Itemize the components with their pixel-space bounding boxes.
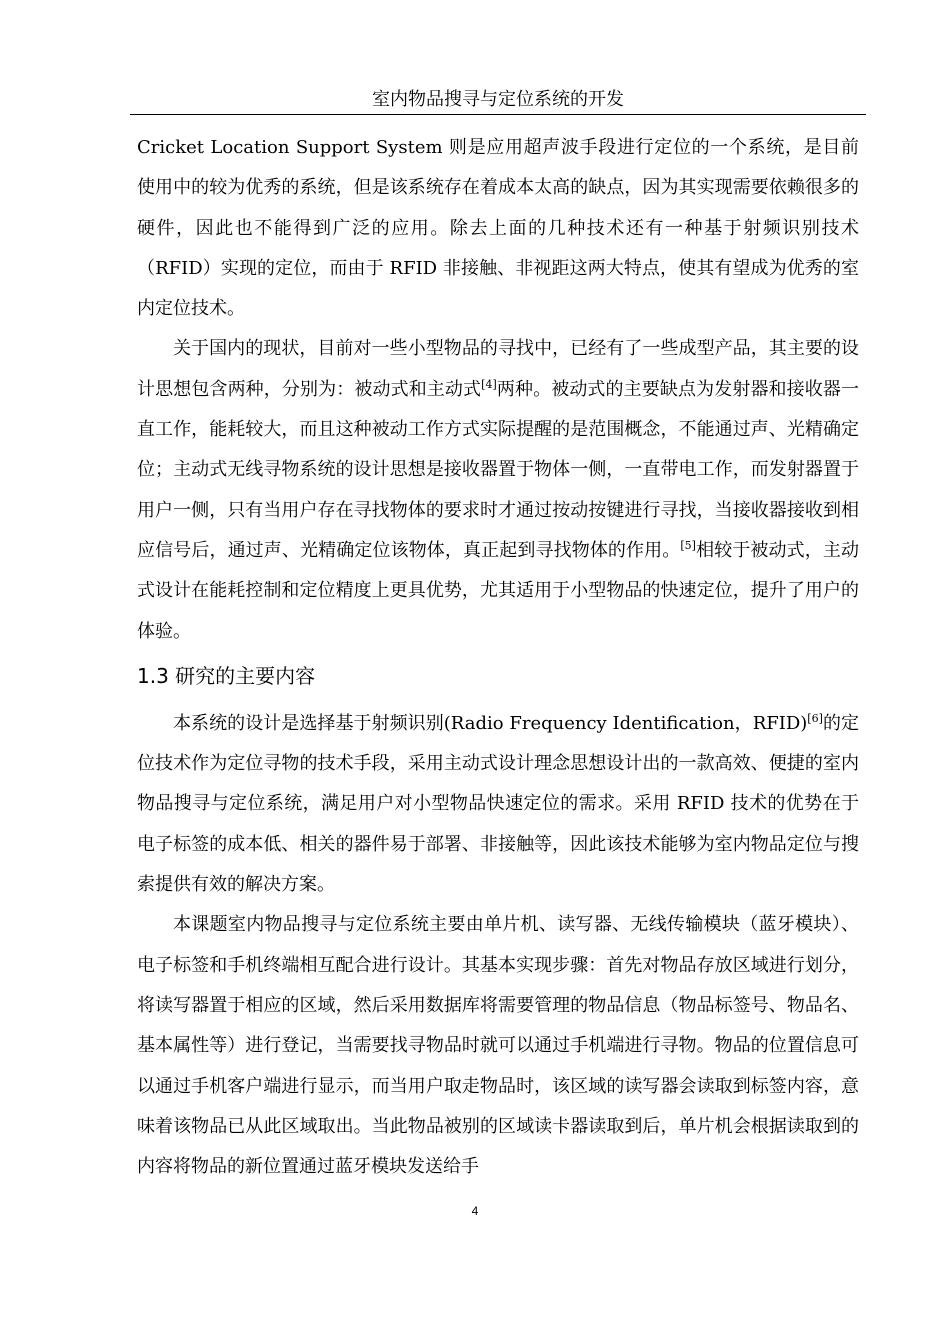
- citation-4: [4]: [481, 377, 497, 391]
- citation-5: [5]: [680, 538, 696, 552]
- paragraph-system-design: [137, 704, 859, 905]
- paragraph-domestic-status-part3: 相较于被动式，主动式设计在能耗控制和定位精度上更具优势，尤其适用于小型物品的快速定位，提升了用户的体验。: [137, 539, 860, 642]
- document-body: [137, 128, 859, 1187]
- paragraph-domestic-status-part2: 两种。被动式的主要缺点为发射器和接收器一直工作，能耗较大，而且这种被动工作方式实际提醒的是范围概念，不能通过声、光精确定位；主动式无线寻物系统的设计思想是接收器置于物体一侧，一直带电工作，而发射器置于用户一侧，只有当用户存在寻找物体的要求时才通过按动按键进行寻找，当接收器接收到相应信号后，通过声、光精确定位该物体，真正起到寻找物体的作用。: [137, 378, 860, 561]
- paragraph-system-composition: 本课题室内物品搜寻与定位系统主要由单片机、读写器、无线传输模块（蓝牙模块）、电子标签和手机终端相互配合进行设计。其基本实现步骤：首先对物品存放区域进行划分，将读写器置于相应的区域，然后采用数据库将需要管理的物品信息（物品标签号、物品名、基本属性等）进行登记，当需要找寻物品时就可以通过手机端进行寻物。物品的位置信息可以通过手机客户端进行显示，而当用户取走物品时，该区域的读写器会读取到标签内容，意味着该物品已从此区域取出。当此物品被别的区域读卡器读取到后，单片机会根据读取到的内容将物品的新位置通过蓝牙模块发送给手: [137, 914, 859, 1178]
- citation-6: [6]: [807, 711, 823, 725]
- page-number: 4: [471, 1204, 479, 1218]
- paragraph-system-design-part2: 的定位技术作为定位寻物的技术手段，采用主动式设计理念思想设计出的一款高效、便捷的室内物品搜寻与定位系统，满足用户对小型物品快速定位的需求。采用 RFID 技术的优势在于电子标签的成本低、相关的器件易于部署、非接触等，因此该技术能够为室内物品定位与搜索提供有效的解决方案。: [137, 712, 859, 896]
- paragraph-domestic-status: [137, 329, 859, 651]
- paragraph-domestic-status-part1: 关于国内的现状，目前对一些小型物品的寻找中，已经有了一些成型产品，其主要的设计思想包含两种，分别为：被动式和主动式: [137, 338, 859, 400]
- paragraph-cricket-system: Cricket Location Support System 则是应用超声波手段进行定位的一个系统，是目前使用中的较为优秀的系统，但是该系统存在着成本太高的缺点，因为其实现需要依赖很多的硬件，因此也不能得到广泛的应用。除去上面的几种技术还有一种基于射频识别技术（RFID）实现的定位，而由于 RFID 非接触、非视距这两大特点，使其有望成为优秀的室内定位技术。: [137, 137, 859, 320]
- running-header-title: 室内物品搜寻与定位系统的开发: [372, 89, 624, 110]
- header-divider: [130, 114, 866, 115]
- paragraph-system-design-part1: 本系统的设计是选择基于射频识别(Radio Frequency Identification，RFID): [173, 712, 808, 734]
- section-heading-1-3: 1.3 研究的主要内容: [137, 663, 316, 688]
